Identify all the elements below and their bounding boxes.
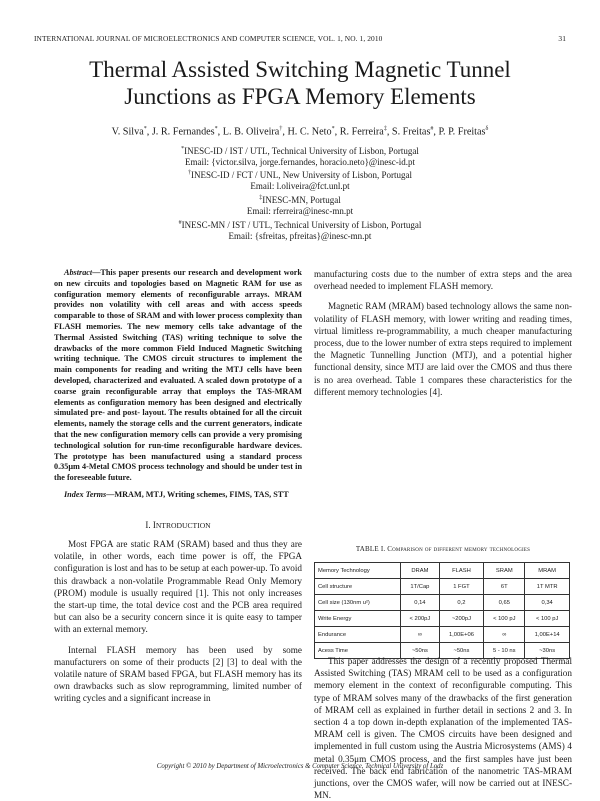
table-cell: Acess Time bbox=[315, 643, 401, 659]
title-line-1: Thermal Assisted Switching Magnetic Tunnel bbox=[89, 57, 511, 82]
left-column bbox=[54, 268, 302, 705]
table-cell: 0,2 bbox=[439, 595, 484, 611]
table-cell: 5 - 10 ns bbox=[484, 643, 525, 659]
affiliation-3: ‡INESC-MN, Portugal Email: rferreira@inesc-mn.pt bbox=[246, 195, 354, 217]
table-cell: 1T MTR bbox=[525, 579, 570, 595]
table-row bbox=[315, 579, 570, 595]
section-heading-introduction: I. INTRODUCTION bbox=[145, 519, 211, 530]
table-cell: Cell structure bbox=[315, 579, 401, 595]
affiliation-4: #INESC-MN / IST / UTL, Technical University of Lisbon, Portugal Email: {sfreitas, pfreitas}@inesc-mn.pt bbox=[178, 220, 422, 242]
author-list: V. Silva*, J. R. Fernandes*, L. B. Oliveira†, H. C. Neto*, R. Ferreira‡, S. Freitas#, P. P. Freitas$^\delta$ bbox=[111, 126, 489, 138]
author: , P. P. Freitas bbox=[433, 126, 486, 138]
table-cell: 0,65 bbox=[484, 595, 525, 611]
affiliation-1: *INESC-ID / IST / UTL, Technical University of Lisbon, Portugal Email: {victor.silva, jorge.fernandes, horacio.neto}@inesc-id.pt bbox=[181, 146, 419, 168]
table-caption: TABLE I. Comparison of different memory technologies bbox=[355, 545, 531, 553]
author: V. Silva bbox=[111, 126, 144, 138]
table-cell: ∞ bbox=[484, 627, 525, 643]
table-cell: 0,34 bbox=[525, 595, 570, 611]
table-cell: < 200pJ bbox=[401, 611, 439, 627]
table-cell: SRAM bbox=[484, 563, 525, 579]
copyright-footer: Copyright © 2010 by Department of Microelectronics & Computer Science, Technical University of Lodz bbox=[156, 763, 444, 770]
table-cell: < 100 pJ bbox=[525, 611, 570, 627]
table-cell: FLASH bbox=[439, 563, 484, 579]
author: , L. B. Oliveira bbox=[217, 126, 280, 138]
table-row bbox=[315, 595, 570, 611]
table-cell: DRAM bbox=[401, 563, 439, 579]
table-cell: 1 FGT bbox=[439, 579, 484, 595]
table-header-row bbox=[315, 563, 570, 579]
right-column bbox=[314, 268, 572, 398]
table-cell: 1,00E+14 bbox=[525, 627, 570, 643]
affiliation-2: †INESC-ID / FCT / UNL, New University of Lisbon, Portugal Email: l.oliveira@fct.unl.pt bbox=[187, 170, 413, 192]
right-column-continued bbox=[314, 655, 572, 801]
table-cell: ~50ns bbox=[401, 643, 439, 659]
paragraph: Internal FLASH memory has been used by some manufacturers on some of their products [2] [3] to deal with the volatile nature of SRAM based FPGA, but FLASH memory has its own drawbacks such as slow reprogramming, limited number of writing cycles and a significant increase in bbox=[54, 644, 302, 704]
page-number: 31 bbox=[558, 34, 566, 43]
author: , S. Freitas bbox=[386, 126, 431, 138]
journal-name: INTERNATIONAL JOURNAL OF MICROELECTRONICS AND COMPUTER SCIENCE, VOL. 1, NO. 1, 2010 bbox=[34, 34, 383, 43]
author: , R. Ferreira bbox=[334, 126, 384, 138]
table-row bbox=[315, 627, 570, 643]
title-line-2: Junctions as FPGA Memory Elements bbox=[124, 84, 476, 109]
table-cell: ~50ns bbox=[439, 643, 484, 659]
table-cell: 0,14 bbox=[401, 595, 439, 611]
table-cell: 1,00E+06 bbox=[439, 627, 484, 643]
running-header bbox=[34, 34, 566, 43]
author: , J. R. Fernandes bbox=[146, 126, 215, 138]
paragraph: This paper addresses the design of a recently proposed Thermal Assisted Switching (TAS) MRAM cell to be used as a configuration memory element in the context of reconfigurable computing. This type of MRAM solves many of the drawbacks of the first generation of MRAM cell as explained in further detail in sections 2 and 3. In section 4 a top down in-depth explanation of the implemented TAS-MRAM cell is given. The CMOS circuits have been designed and implemented in full custom using the Austria Microsystems (AMS) 4 metal 0.35μm CMOS process, and the first samples have just been received. The back end fabrication of the nanometric TAS-MRAM junctions, over the CMOS wafer, will now be carried out at INESC-MN. bbox=[314, 656, 572, 801]
table-cell: ∞ bbox=[401, 627, 439, 643]
table-cell: Cell size (130nm u²) bbox=[315, 595, 401, 611]
table-cell: MRAM bbox=[525, 563, 570, 579]
paragraph: manufacturing costs due to the number of extra steps and the area overhead needed to implement FLASH memory. bbox=[314, 269, 572, 292]
table-cell: 1T/Cap bbox=[401, 579, 439, 595]
table-cell: Endurance bbox=[315, 627, 401, 643]
table-cell: 6T bbox=[484, 579, 525, 595]
paragraph: Most FPGA are static RAM (SRAM) based and thus they are volatile, in other words, each time power is off, the FPGA configuration is lost and has to be setup at each power-up. To avoid this drawback a non-volatile Programmable Read Only Memory (PROM) module is usually required [1]. This not only increases the start-up time, the total device cost and the PCB area required but can also be a security concern since it is quite easy to tamper with an external memory. bbox=[54, 538, 302, 635]
table-row bbox=[315, 611, 570, 627]
paper-title bbox=[40, 56, 560, 110]
table-cell: < 100 pJ bbox=[484, 611, 525, 627]
index-terms: Index Terms—MRAM, MTJ, Writing schemes, FIMS, TAS, STT bbox=[64, 489, 289, 499]
abstract: Abstract—This paper presents our research and development work on new circuits and topologies based on Magnetic RAM for use as configuration memory elements of reconfigurable arrays. MRAM provides non volatility with cell areas and with access speeds comparable to those of SRAM and with lower process complexity than FLASH memories. The new memory cells take advantage of the Thermal Assisted Switching (TAS) writing technique to solve the drawbacks of the more common Field Induced Magnetic Switching writing technique. The CMOS circuit structures to implement the main components for reading and writing the MTJ cells have been developed, characterized and evaluated. A scaled down prototype of a coarse grain reconfigurable array that employs the TAS-MRAM elements as configuration memory has been designed and electrically simulated pre- and post- layout. The results obtained for all the circuit elements, namely the storage cells and the current generators, indicate that the new configuration memory cells can provide a very promising technological solution for run-time reconfigurable hardware devices. The prototype has been manufactured using a standard process 0.35μm 4-Metal CMOS process technology and should be under test in the foreseeable future. bbox=[54, 268, 302, 483]
table-cell: ~30ns bbox=[525, 643, 570, 659]
table-cell: Write Energy bbox=[315, 611, 401, 627]
memory-comparison-table bbox=[314, 562, 570, 659]
table-cell: ~200pJ bbox=[439, 611, 484, 627]
table-cell: Memory Technology bbox=[315, 563, 401, 579]
author: , H. C. Neto bbox=[282, 126, 332, 138]
paragraph: Magnetic RAM (MRAM) based technology allows the same non-volatility of FLASH memory, with lower writing and reading times, virtual limitless re-programmability, a much cheaper manufacturing process, due to the lower number of extra steps required to implement the Magnetic Tunnelling Junction (MTJ), and a potential higher functional density, since MTJ are laid over the CMOS and thus there is no area overhead. Table 1 compares these characteristics for the different memory technologies [4]. bbox=[314, 301, 572, 397]
